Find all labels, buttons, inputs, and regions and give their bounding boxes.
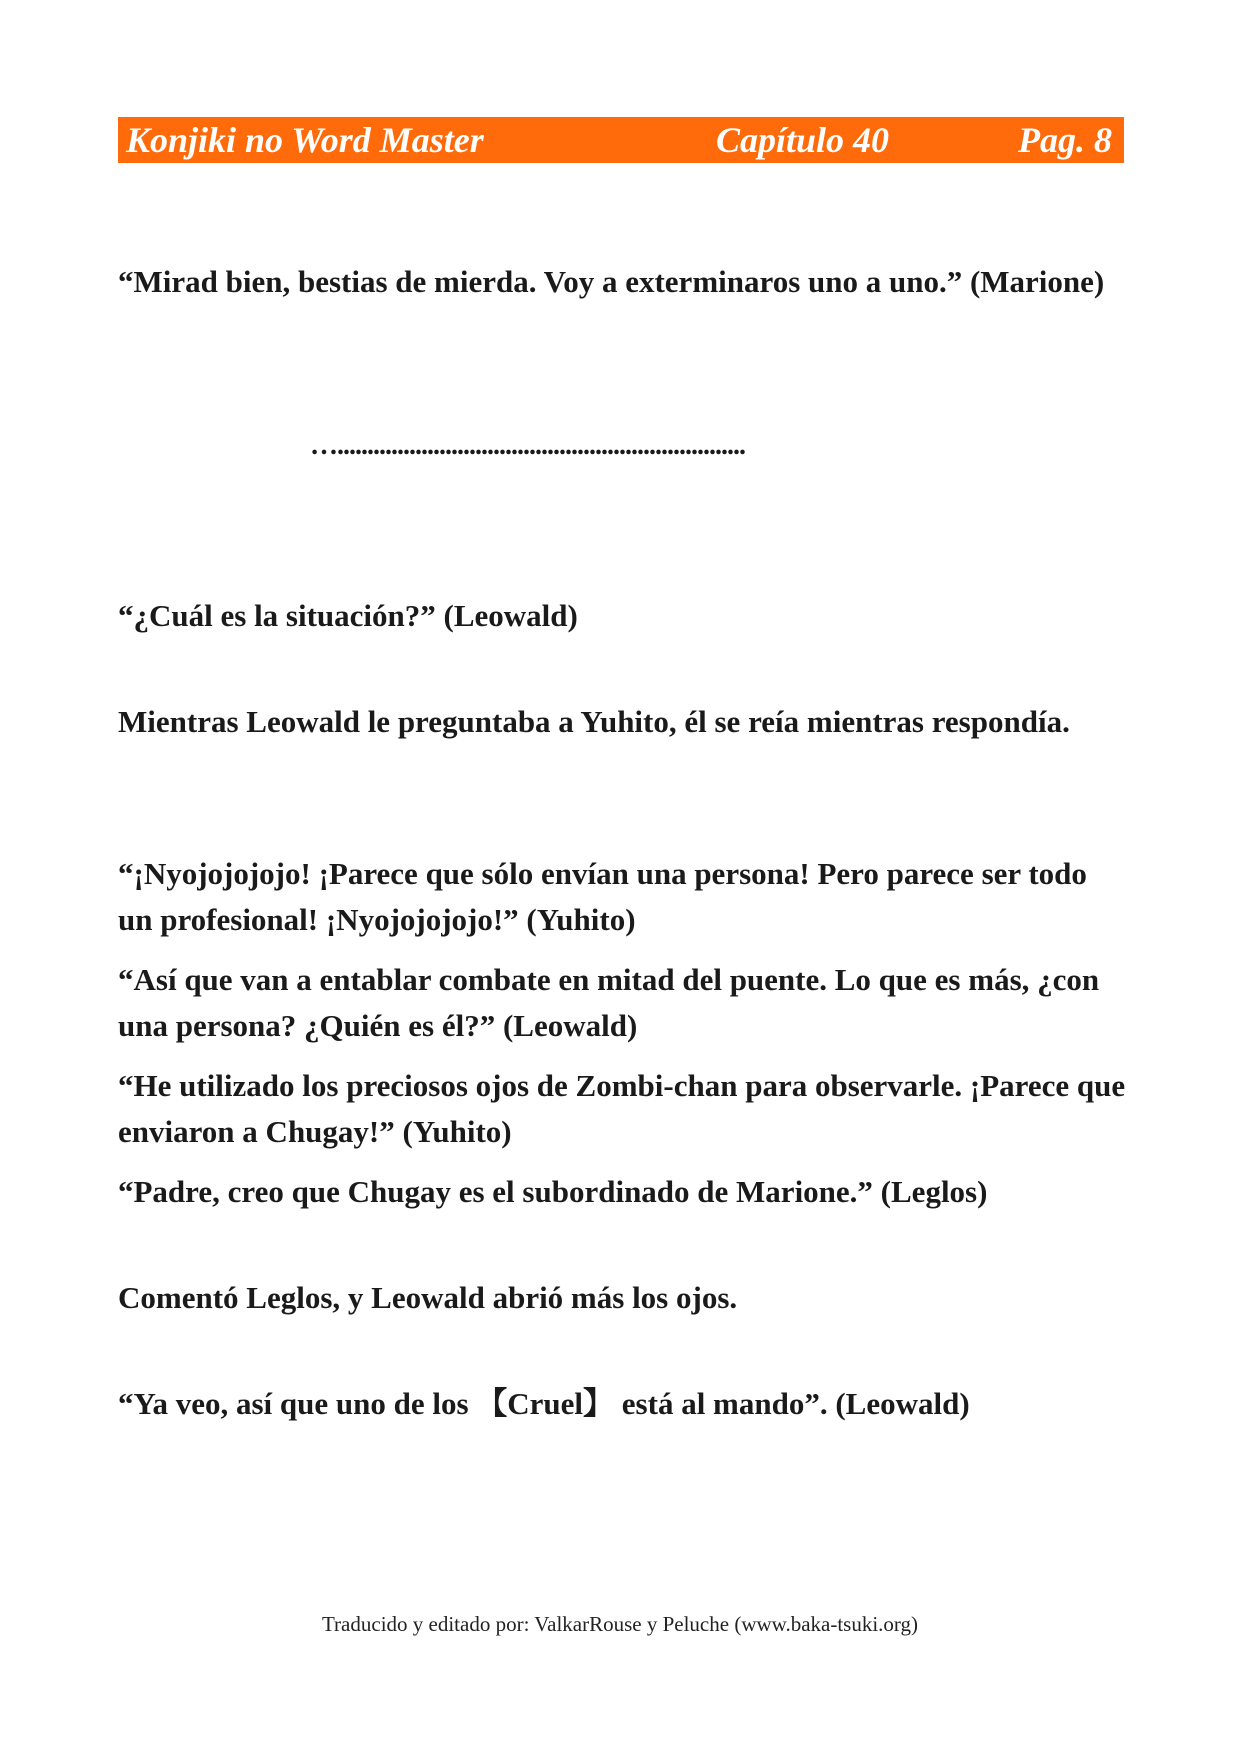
paragraph-leowald-3: “Ya veo, así que uno de los 【Cruel】 está al mando”. (Leowald) [118, 1386, 970, 1421]
chapter-label: Capítulo 40 [716, 120, 890, 160]
page-footer: Traducido y editado por: ValkarRouse y Peluche (www.baka-tsuki.org) [321, 1612, 919, 1636]
paragraph-leowald-2: “Así que van a entablar combate en mitad del puente. Lo que es más, ¿con una persona? ¿Quién es él?” (Leowald) [118, 962, 1100, 1043]
paragraph-leglos: “Padre, creo que Chugay es el subordinado de Marione.” (Leglos) [118, 1174, 988, 1209]
paragraph-narration-2: Comentó Leglos, y Leowald abrió más los ojos. [118, 1280, 738, 1315]
paragraph-marione-quote: “Mirad bien, bestias de mierda. Voy a exterminaros uno a uno.” (Marione) [118, 264, 1105, 299]
paragraph-narration-1: Mientras Leowald le preguntaba a Yuhito, él se reía mientras respondía. [118, 704, 1070, 739]
paragraph-yuhito-2: “He utilizado los preciosos ojos de Zombi-chan para observarle. ¡Parece que enviaron a Chugay!” (Yuhito) [118, 1068, 1126, 1149]
page-number: Pag. 8 [1018, 120, 1112, 160]
paragraph-leowald-question: “¿Cuál es la situación?” (Leowald) [118, 598, 578, 633]
book-title: Konjiki no Word Master [126, 120, 484, 160]
page-header [118, 117, 1124, 163]
scene-separator: ….................................................................... [310, 430, 745, 461]
paragraph-yuhito-1: “¡Nyojojojojo! ¡Parece que sólo envían una persona! Pero parece ser todo un profesional! ¡Nyojojojojo!” (Yuhito) [118, 856, 1087, 937]
